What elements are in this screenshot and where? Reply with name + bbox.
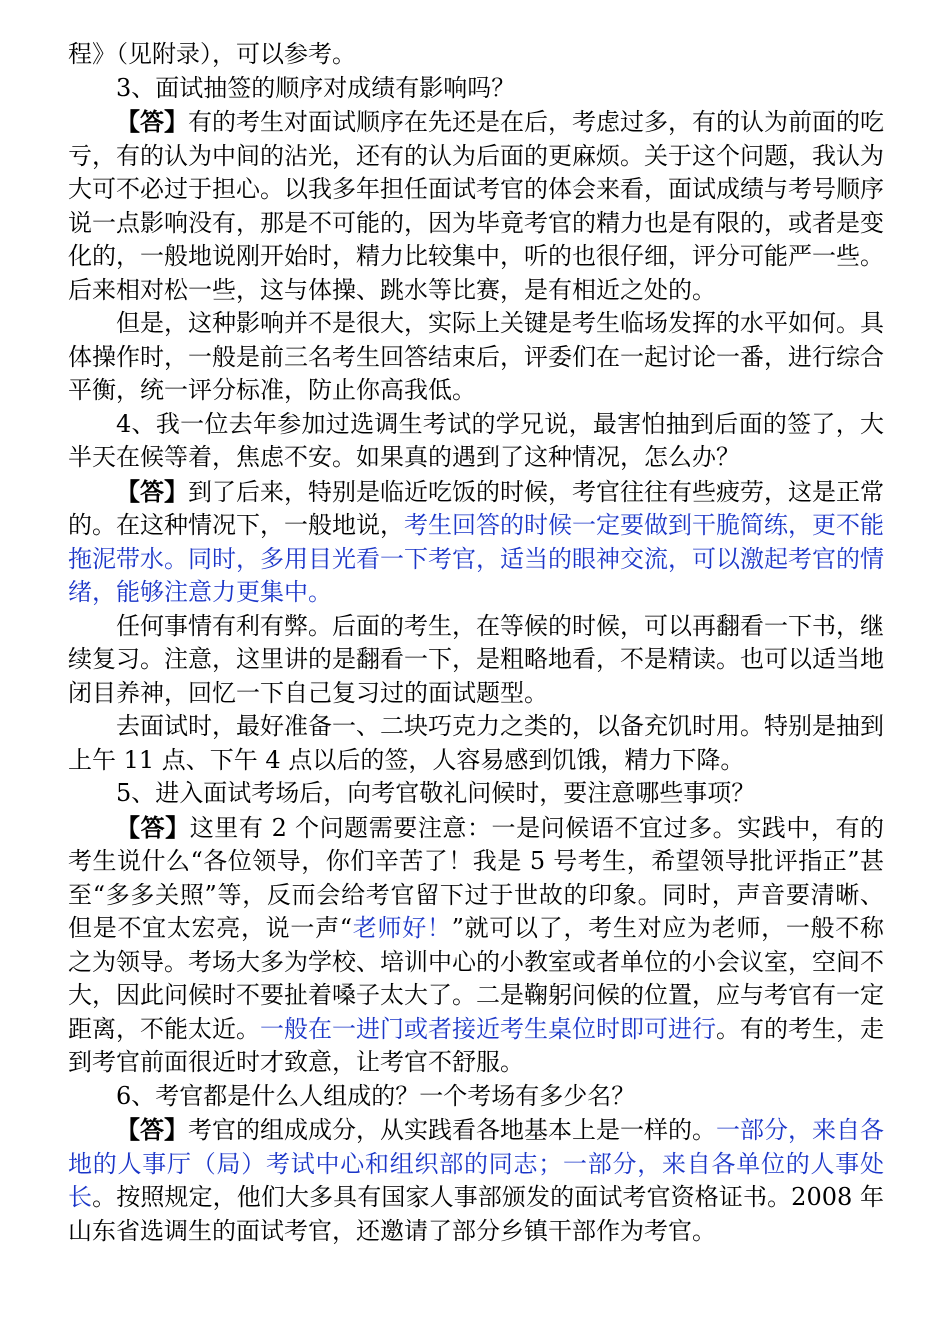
document-paragraph	[68, 105, 884, 307]
body-text: 但是，这种影响并不是很大，实际上关键是考生临场发挥的水平如何。具体操作时，一般是前三名考生回答结束后，评委们在一起讨论一番，进行综合平衡，统一评分标准，防止你高我低。	[68, 309, 884, 404]
document-paragraph	[68, 72, 884, 106]
answer-marker: 【答】	[116, 476, 188, 506]
document-paragraph	[68, 610, 884, 711]
answer-marker: 【答】	[116, 107, 188, 136]
body-text: 考官的组成成分，从实践看各地基本上是一样的。	[188, 1116, 716, 1144]
body-text: 任何事情有利有弊。后面的考生，在等候的时候，可以再翻看一下书，继续复习。注意，这里讲的是翻看一下，是粗略地看，不是精读。也可以适当地闭目养神，回忆一下自己复习过的面试题型。	[68, 611, 884, 707]
body-text: 。按照规定，他们大多具有国家人事部颁发的面试考官资格证书。2008 年山东省选调生的面试考官，还邀请了部分乡镇干部作为考官。	[68, 1183, 884, 1245]
body-text: 6、考官都是什么人组成的？一个考场有多少名？	[116, 1081, 636, 1110]
document-paragraph	[68, 777, 884, 811]
highlighted-text: 老师好！	[352, 914, 452, 942]
body-text: ”就可以了，考生对应为老师，一般不称之为领导。考场大多为学校、培训中心的小教室或者单位的小会议室，空间不大，因此问候时不要扯着嗓子太大了。二是鞠躬问候的位置，应与考官有一定距离，不能太近。	[68, 914, 884, 1043]
document-paragraph	[68, 811, 884, 1080]
highlighted-text: 一般在一进门或者接近考生桌位时即可进行	[260, 1014, 716, 1043]
document-paragraph	[68, 307, 884, 408]
body-text: 4、我一位去年参加过选调生考试的学兄说，最害怕抽到后面的签了，大半天在候等着，焦虑不安。如果真的遇到了这种情况，怎么办？	[68, 409, 884, 471]
answer-marker: 【答】	[116, 812, 190, 842]
body-text: 。有的考生，走到考官前面很近时才致意，让考官不舒服。	[68, 1014, 884, 1076]
highlighted-text: 一部分，来自各地的人事厅（局）考试中心和组织部的同志；一部分，来自各单位的人事处长	[68, 1116, 884, 1211]
body-text: 程》（见附录），可以参考。	[68, 40, 356, 68]
document-paragraph	[68, 475, 884, 610]
answer-marker: 【答】	[116, 1115, 188, 1144]
document-paragraph	[68, 710, 884, 777]
body-text: 3、面试抽签的顺序对成绩有影响吗？	[116, 73, 516, 102]
document-page	[68, 38, 884, 1248]
body-text: 去面试时，最好准备一、二块巧克力之类的，以备充饥时用。特别是抽到上午 11 点、下午 4 点以后的签，人容易感到饥饿，精力下降。	[68, 712, 884, 774]
body-text: 5、进入面试考场后，向考官敬礼问候时，要注意哪些事项？	[116, 779, 756, 807]
document-paragraph	[68, 1113, 884, 1248]
body-text: 到了后来，特别是临近吃饭的时候，考官往往有些疲劳，这是正常的。在这种情况下，一般地说，	[68, 477, 884, 539]
document-paragraph	[68, 1080, 884, 1114]
highlighted-text: 考生回答的时候一定要做到干脆简练，更不能拖泥带水。同时，多用目光看一下考官，适当的眼神交流，可以激起考官的情绪，能够注意力更集中。	[68, 511, 884, 606]
document-paragraph	[68, 38, 884, 72]
body-text: 有的考生对面试顺序在先还是在后，考虑过多，有的认为前面的吃亏，有的认为中间的沾光，还有的认为后面的更麻烦。关于这个问题，我认为大可不必过于担心。以我多年担任面试考官的体会来看，面试成绩与考号顺序说一点影响没有，那是不可能的，因为毕竟考官的精力也是有限的，或者是变化的，一般地说刚开始时，精力比较集中，听的也很仔细，评分可能严一些。后来相对松一些，这与体操、跳水等比赛，是有相近之处的。	[68, 108, 884, 304]
document-paragraph	[68, 408, 884, 475]
body-text: 这里有 2 个问题需要注意：一是问候语不宜过多。实践中，有的考生说什么“各位领导，你们辛苦了！我是 5 号考生，希望领导批评指正”甚至“多多关照”等，反而会给考官留下过于世故的印象。同时，声音要清晰、但是不宜太宏亮，说一声“	[68, 813, 885, 942]
